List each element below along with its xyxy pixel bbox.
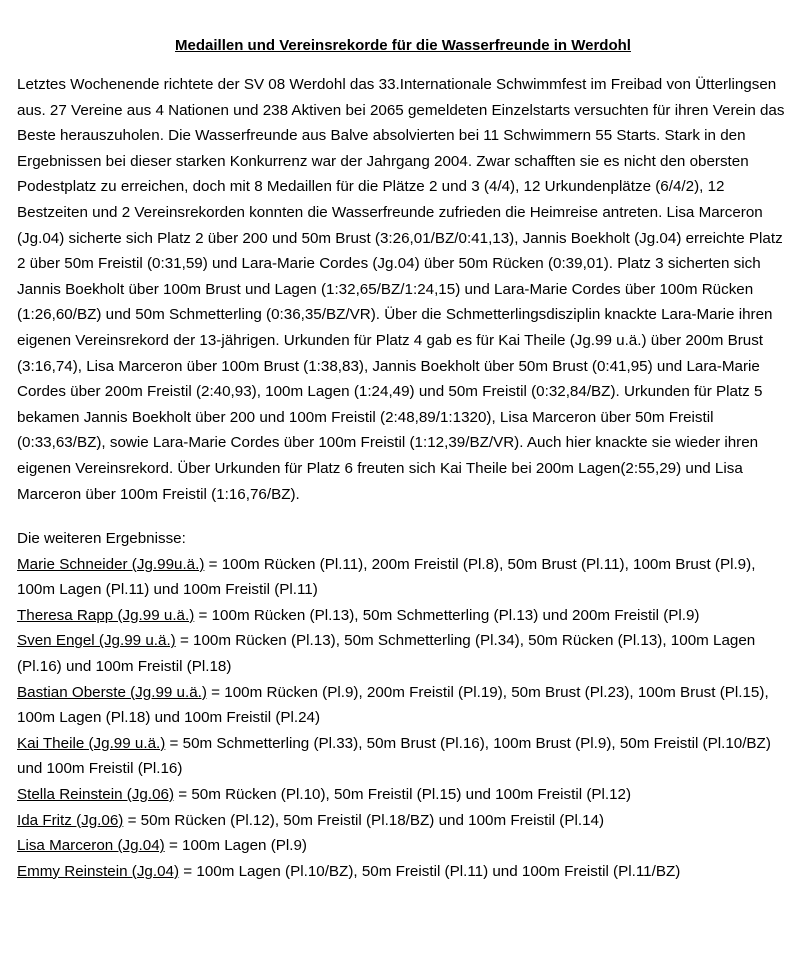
result-details: = 50m Rücken (Pl.12), 50m Freistil (Pl.18/BZ) und 100m Freistil (Pl.14) (123, 811, 605, 829)
result-row (17, 731, 789, 782)
result-athlete-name: Stella Reinstein (Jg.06) (17, 786, 175, 804)
article-paragraph: Letztes Wochenende richtete der SV 08 Werdohl das 33.Internationale Schwimmfest im Freibad von Ütterlingsen aus. 27 Vereine aus 4 Nationen und 238 Aktiven bei 2065 gemeldeten Einzelstarts versuchten für ihren Verein das Beste herauszuholen. Die Wasserfreunde aus Balve absolvierten bei 11 Schwimmern 55 Starts. Stark in den Ergebnissen bei dieser starken Konkurrenz war der Jahrgang 2004. Zwar schafften sie es nicht den obersten Podestplatz zu erreichen, doch mit 8 Medaillen für die Plätze 2 und 3 (4/4), 12 Urkundenplätze (6/4/2), 12 Bestzeiten und 2 Vereinsrekorden konnten die Wasserfreunde zufrieden die Heimreise antreten. Lisa Marceron (Jg.04) sicherte sich Platz 2 über 200 und 50m Brust (3:26,01/BZ/0:41,13), Jannis Boekholt (Jg.04) erreichte Platz 2 über 50m Freistil (0:31,59) und Lara-Marie Cordes (Jg.04) über 50m Rücken (0:39,01). Platz 3 sicherten sich Jannis Boekholt über 100m Brust und Lagen (1:32,65/BZ/1:24,15) und Lara-Marie Cordes über 100m Rücken (1:26,60/BZ) und 50m Schmetterling (0:36,35/BZ/VR). Über die Schmetterlingsdisziplin knackte Lara-Marie ihren eigenen Vereinsrekord der 13-jährigen. Urkunden für Platz 4 gab es für Kai Theile (Jg.99 u.ä.) über 200m Brust (3:16,74), Lisa Marceron über 100m Brust (1:38,83), Jannis Boekholt über 50m Brust (0:41,95) und Lara-Marie Cordes über 200m Freistil (2:40,93), 100m Lagen (1:24,49) und 50m Freistil (0:32,84/BZ). Urkunden für Platz 5 bekamen Jannis Boekholt über 200 und 100m Freistil (2:48,89/1:1320), Lisa Marceron über 50m Freistil (0:33,63/BZ), sowie Lara-Marie Cordes über 100m Freistil (1:12,39/BZ/VR). Auch hier knackte sie wieder ihren eigenen Vereinsrekord. Über Urkunden für Platz 6 freuten sich Kai Theile bei 200m Lagen(2:55,29) und Lisa Marceron über 100m Freistil (1:16,76/BZ). (17, 76, 785, 503)
result-details: = 100m Rücken (Pl.13), 50m Schmetterling (Pl.13) und 200m Freistil (Pl.9) (194, 606, 700, 624)
result-details: = 50m Rücken (Pl.10), 50m Freistil (Pl.15) und 100m Freistil (Pl.12) (174, 786, 632, 804)
result-athlete-name: Sven Engel (Jg.99 u.ä.) (17, 632, 176, 650)
result-row (17, 680, 789, 731)
result-details: = 100m Rücken (Pl.13), 50m Schmetterling (Pl.34), 50m Rücken (Pl.13), 100m Lagen (Pl.16) und 100m Freistil (Pl.18) (17, 632, 756, 676)
document-title: Medaillen und Vereinsrekorde für die Wasserfreunde in Werdohl (175, 37, 631, 54)
result-details: = 100m Lagen (Pl.10/BZ), 50m Freistil (Pl.11) und 100m Freistil (Pl.11/BZ) (179, 862, 681, 880)
result-row (17, 833, 789, 859)
result-athlete-name: Kai Theile (Jg.99 u.ä.) (17, 734, 166, 752)
result-athlete-name: Emmy Reinstein (Jg.04) (17, 862, 180, 880)
results-heading: Die weiteren Ergebnisse: (17, 530, 186, 548)
result-details: = 50m Schmetterling (Pl.33), 50m Brust (Pl.16), 100m Brust (Pl.9), 50m Freistil (Pl.10/BZ) und 100m Freistil (Pl.16) (17, 734, 771, 778)
result-details: = 100m Lagen (Pl.9) (164, 837, 307, 855)
result-row (17, 628, 789, 679)
result-row (17, 552, 789, 603)
result-athlete-name: Bastian Oberste (Jg.99 u.ä.) (17, 683, 207, 701)
result-details: = 100m Rücken (Pl.9), 200m Freistil (Pl.19), 50m Brust (Pl.23), 100m Brust (Pl.15), 100m Lagen (Pl.18) und 100m Freistil (Pl.24) (17, 683, 769, 727)
result-athlete-name: Ida Fritz (Jg.06) (17, 811, 124, 829)
result-row (17, 603, 789, 629)
results-list (17, 552, 789, 885)
result-row (17, 808, 789, 834)
result-row (17, 782, 789, 808)
result-athlete-name: Lisa Marceron (Jg.04) (17, 837, 165, 855)
result-athlete-name: Marie Schneider (Jg.99u.ä.) (17, 555, 205, 573)
document-page (17, 35, 789, 884)
result-details: = 100m Rücken (Pl.11), 200m Freistil (Pl.8), 50m Brust (Pl.11), 100m Brust (Pl.9), 100m Lagen (Pl.11) und 100m Freistil (Pl.11) (17, 555, 756, 599)
result-row (17, 859, 789, 885)
result-athlete-name: Theresa Rapp (Jg.99 u.ä.) (17, 606, 195, 624)
